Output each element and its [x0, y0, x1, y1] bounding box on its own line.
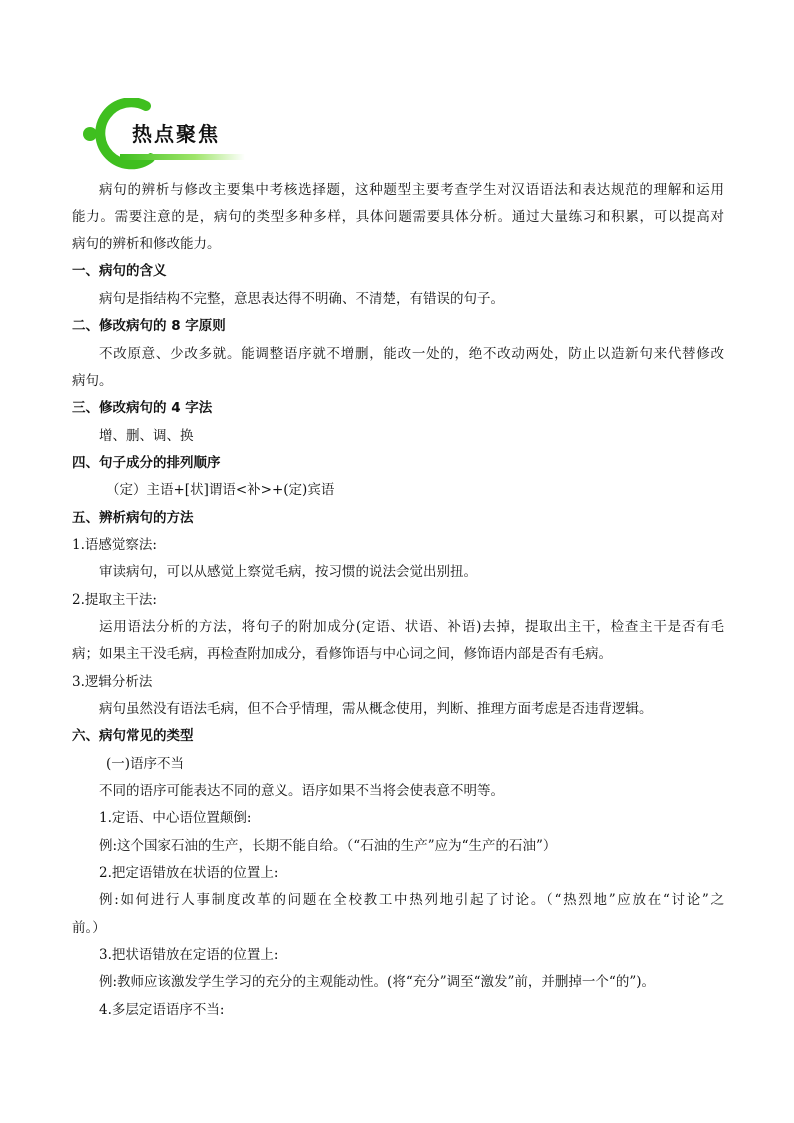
heading-1: 一、病句的含义 [72, 263, 167, 279]
heading-5: 五、辨析病句的方法 [72, 510, 194, 526]
intro-line-3: 病句的辨析和修改能力。 [72, 236, 221, 252]
item-6-1-3: 3.把状语错放在定语的位置上: [99, 947, 279, 963]
intro-line-1: 病句的辨析与修改主要集中考核选择题，这种题型主要考查学生对汉语语法和表达规范的理解和运用 [99, 182, 724, 198]
paragraph-3: 增、删、调、换 [99, 428, 194, 444]
item-6-1-4: 4.多层定语语序不当: [99, 1002, 225, 1018]
heading-2: 二、修改病句的 8 字原则 [72, 318, 226, 334]
paragraph-2-line-1: 不改原意、少改多就。能调整语序就不增删，能改一处的，绝不改动两处，防止以造新句来代替修改 [99, 346, 724, 362]
example-6-1-2-line-1: 例:如何进行人事制度改革的问题在全校教工中热列地引起了讨论。（“热烈地”应放在“讨论”之 [99, 892, 724, 908]
heading-3: 三、修改病句的 4 字法 [72, 400, 213, 416]
subheading-5-2: 2.提取主干法: [72, 592, 157, 608]
paragraph-2-line-2: 病句。 [72, 373, 113, 389]
item-6-1-2: 2.把定语错放在状语的位置上: [99, 865, 279, 881]
paragraph-5-2-line-1: 运用语法分析的方法，将句子的附加成分(定语、状语、补语)去掉，提取出主干，检查主干是否有毛 [99, 619, 724, 635]
paragraph-6-1: 不同的语序可能表达不同的意义。语序如果不当将会使表意不明等。 [99, 783, 504, 799]
example-6-1-2-line-2: 前。） [72, 920, 106, 936]
paragraph-5-1: 审读病句，可以从感觉上察觉毛病，按习惯的说法会觉出别扭。 [99, 564, 477, 580]
example-6-1-3: 例:教师应该激发学生学习的充分的主观能动性。(将“充分”调至“激发”前，并删掉一个“的”)。 [99, 974, 655, 990]
subheading-5-1: 1.语感觉察法: [72, 537, 157, 553]
page-title: 热点聚焦 [132, 122, 220, 146]
subheading-6-1: (一)语序不当 [106, 756, 185, 772]
subheading-5-3: 3.逻辑分析法 [72, 674, 153, 690]
section-header [80, 98, 255, 170]
example-6-1-1: 例:这个国家石油的生产，长期不能自给。（“石油的生产”应为“生产的石油”） [99, 838, 557, 854]
paragraph-5-2-line-2: 病；如果主干没毛病，再检查附加成分，看修饰语与中心词之间，修饰语内部是否有毛病。 [72, 646, 612, 662]
heading-4: 四、句子成分的排列顺序 [72, 455, 221, 471]
paragraph-4: （定）主语+[状]谓语<补>+(定)宾语 [106, 482, 335, 498]
item-6-1-1: 1.定语、中心语位置颠倒: [99, 810, 252, 826]
paragraph-1: 病句是指结构不完整，意思表达得不明确、不清楚，有错误的句子。 [99, 291, 504, 307]
heading-6: 六、病句常见的类型 [72, 728, 194, 744]
paragraph-5-3: 病句虽然没有语法毛病，但不合乎情理，需从概念使用，判断、推理方面考虑是否违背逻辑。 [99, 701, 653, 717]
intro-line-2: 能力。需要注意的是，病句的类型多种多样，具体问题需要具体分析。通过大量练习和积累，可以提高对 [72, 209, 724, 225]
